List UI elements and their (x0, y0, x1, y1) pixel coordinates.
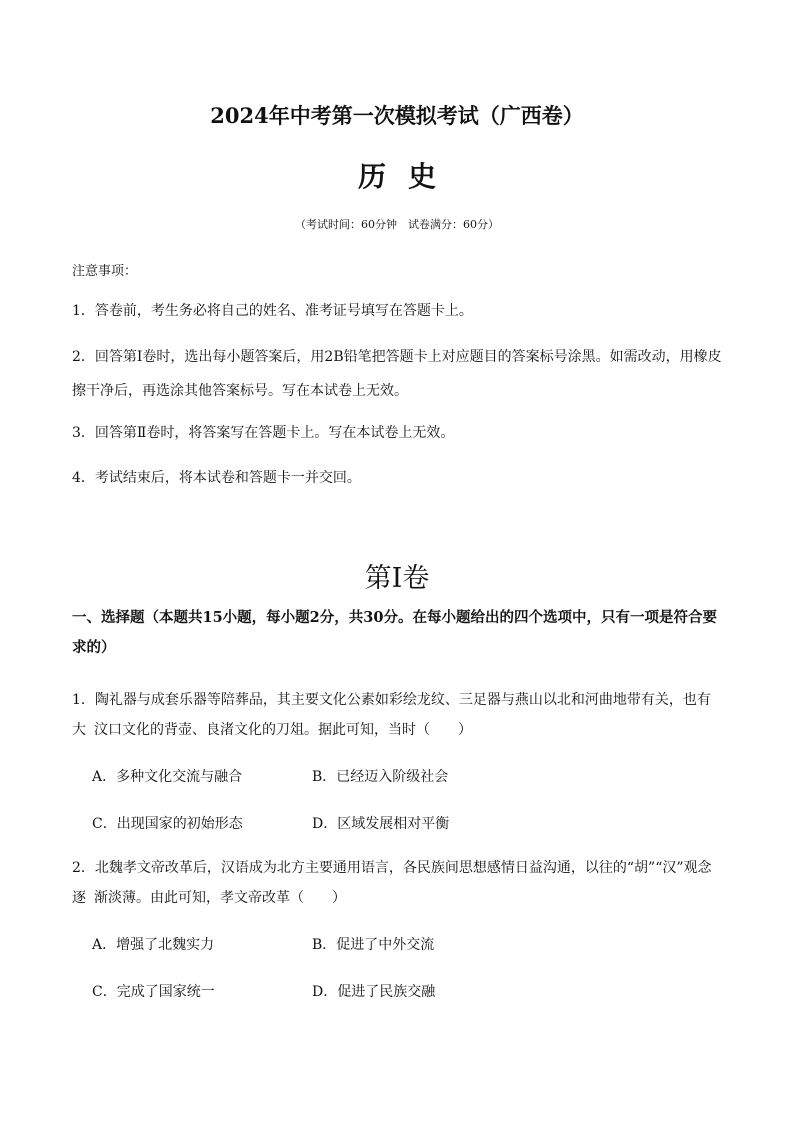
notice-item: 1．答卷前，考生务必将自己的姓名、准考证号填写在答题卡上。 (72, 303, 473, 319)
notice-item: 2．回答第Ⅰ卷时，选出每小题答案后，用2B铅笔把答题卡上对应题目的答案标号涂黑。如需改动，用橡皮擦干净后，再选涂其他答案标号。写在本试卷上无效。 (72, 349, 722, 399)
question-2-stem-line2: 渐淡薄。由此可知，孝文帝改革（ ） (94, 890, 346, 906)
question-1-stem-line2: 汶口文化的背壶、良渚文化的刀俎。据此可知，当时（ ） (94, 722, 472, 738)
exam-title: 2024年中考第一次模拟考试（广西卷） (210, 103, 584, 128)
question-2-option-d: D．促进了民族交融 (312, 984, 436, 1000)
notice-item: 4．考试结束后，将本试卷和答题卡一并交回。 (72, 470, 361, 486)
question-1-option-d: D．区域发展相对平衡 (312, 816, 450, 832)
question-2-stem-line1: 2．北魏孝文帝改革后，汉语成为北方主要通用语言，各民族间思想感情日益沟通，以往的“胡”“汉”观念逐 (72, 860, 712, 906)
question-2-option-c: C．完成了国家统一 (92, 984, 215, 1000)
question-1-option-a: A．多种文化交流与融合 (92, 769, 243, 785)
section-instruction: 一、选择题（本题共15小题，每小题2分，共30分。在每小题给出的四个选项中，只有一项是符合要求的） (72, 609, 717, 656)
section-heading: 第Ⅰ卷 (364, 563, 430, 594)
subject-title: 历史 (357, 160, 458, 193)
question-2-option-b: B．促进了中外交流 (312, 937, 435, 953)
notice-title: 注意事项： (72, 264, 138, 279)
notice-item: 3．回答第Ⅱ卷时，将答案写在答题卡上。写在本试卷上无效。 (72, 425, 455, 441)
question-1-option-b: B．已经迈入阶级社会 (312, 769, 449, 785)
exam-info: （考试时间：60分钟 试卷满分：60分） (295, 218, 499, 231)
question-1-stem-line1: 1．陶礼器与成套乐器等陪葬品，其主要文化公素如彩绘龙纹、三足器与燕山以北和河曲地带有关，也有大 (72, 692, 711, 738)
question-1-option-c: C．出现国家的初始形态 (92, 816, 243, 832)
question-2-option-a: A．增强了北魏实力 (92, 937, 215, 953)
